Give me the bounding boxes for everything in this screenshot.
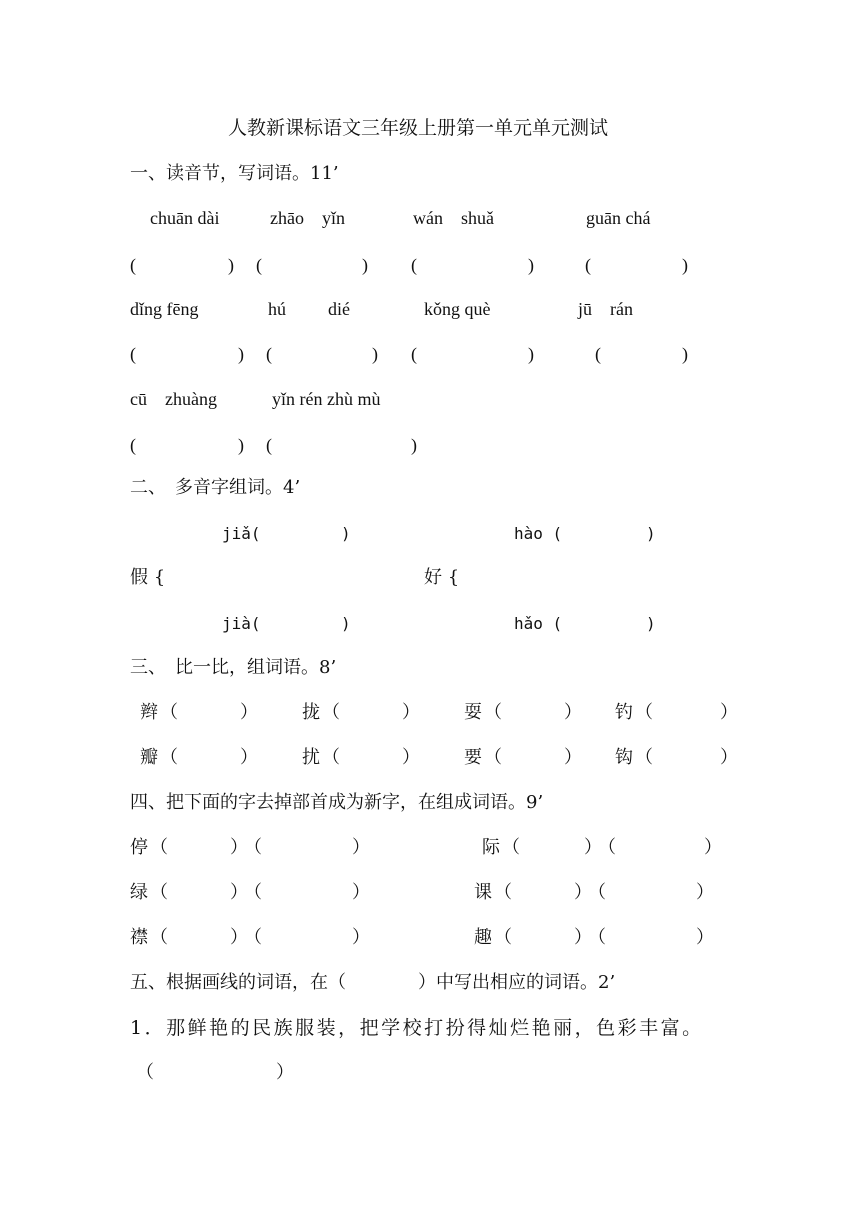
answer-paren-close: ） (574, 927, 592, 948)
answer-paren-close: ) (238, 435, 244, 455)
pinyin-item: dǐng fēng (130, 299, 199, 319)
section-3-heading: 三、 比一比，组词语。8’ (130, 657, 337, 678)
answer-paren-close: ) (228, 255, 234, 275)
answer-paren-open: （ (322, 702, 340, 723)
answer-paren-open: ( (411, 344, 417, 364)
pinyin-item: zhāo yǐn (270, 208, 345, 228)
answer-paren-close: ） (696, 882, 714, 903)
answer-paren-open: （ (322, 747, 340, 768)
answer-paren-close: ） (240, 747, 258, 768)
polyphone-reading: jià( (222, 614, 261, 633)
polyphone-char: 假 { (130, 567, 166, 588)
answer-paren-close: ) (646, 614, 656, 633)
radical-char: 课 (474, 882, 492, 903)
answer-paren-open: （ (484, 702, 502, 723)
pinyin-item: wán shuǎ (413, 208, 494, 228)
answer-paren-close: ） (230, 837, 248, 858)
answer-paren-open: ( (595, 344, 601, 364)
page-title: 人教新课标语文三年级上册第一单元单元测试 (228, 117, 609, 139)
compare-char: 拢 (302, 702, 320, 723)
compare-char: 扰 (302, 747, 320, 768)
answer-paren-close: ） (720, 702, 738, 723)
answer-paren-open: （ (588, 882, 606, 903)
answer-paren-close: ) (646, 524, 656, 543)
compare-char: 钩 (615, 747, 633, 768)
pinyin-item: dié (328, 299, 350, 319)
answer-paren-close: ） (352, 837, 370, 858)
answer-paren-close: ) (682, 255, 688, 275)
answer-paren-open: ( (130, 255, 136, 275)
pinyin-item: yǐn rén zhù mù (272, 389, 381, 409)
answer-paren-open: （ (244, 837, 262, 858)
radical-char: 绿 (130, 882, 148, 903)
pinyin-item: jū rán (578, 299, 633, 319)
answer-paren-open: ( (130, 344, 136, 364)
answer-paren-open: （ (635, 702, 653, 723)
answer-paren-open: （ (150, 882, 168, 903)
answer-paren-close: ） (720, 747, 738, 768)
polyphone-reading: jiǎ( (222, 524, 261, 543)
answer-paren-close: ) (528, 255, 534, 275)
answer-paren-close: ） (696, 927, 714, 948)
compare-char: 耍 (464, 702, 482, 723)
answer-paren-open: （ (598, 837, 616, 858)
answer-paren-close: ) (528, 344, 534, 364)
answer-paren-open: （ (150, 927, 168, 948)
answer-paren-close: ） (564, 747, 582, 768)
compare-char: 辫 (140, 702, 158, 723)
answer-paren-open: （ (494, 882, 512, 903)
answer-paren-open: （ (160, 702, 178, 723)
answer-paren-close: ） (352, 882, 370, 903)
polyphone-reading: hào ( (514, 524, 563, 543)
question-1: 1．那鲜艳的民族服装，把学校打扮得灿烂艳丽，色彩丰富。 (130, 1017, 704, 1039)
radical-char: 襟 (130, 927, 148, 948)
section-1-heading: 一、读音节，写词语。11’ (130, 163, 339, 184)
answer-paren-open: ( (266, 435, 272, 455)
answer-paren-close: ） (564, 702, 582, 723)
answer-paren-close: ） (402, 702, 420, 723)
answer-paren-open: （ (160, 747, 178, 768)
answer-paren-close: ） (276, 1062, 294, 1083)
pinyin-item: kǒng què (424, 299, 491, 319)
answer-paren-close: ） (584, 837, 602, 858)
answer-paren-open: ( (585, 255, 591, 275)
answer-paren-close: ) (682, 344, 688, 364)
answer-paren-close: ) (341, 524, 351, 543)
answer-paren-open: （ (136, 1062, 154, 1083)
answer-paren-open: （ (484, 747, 502, 768)
answer-paren-open: ( (411, 255, 417, 275)
answer-paren-close: ） (704, 837, 722, 858)
polyphone-char: 好 { (424, 567, 460, 588)
section-4-heading: 四、把下面的字去掉部首成为新字，在组成词语。9’ (130, 792, 544, 813)
compare-char: 瓣 (140, 747, 158, 768)
answer-paren-open: （ (494, 927, 512, 948)
answer-paren-close: ） (230, 927, 248, 948)
answer-paren-open: （ (635, 747, 653, 768)
answer-paren-close: ） (230, 882, 248, 903)
pinyin-item: guān chá (586, 208, 651, 228)
answer-paren-close: ） (574, 882, 592, 903)
radical-char: 停 (130, 837, 148, 858)
answer-paren-open: （ (588, 927, 606, 948)
answer-paren-close: ） (240, 702, 258, 723)
answer-paren-close: ) (238, 344, 244, 364)
answer-paren-close: ） (402, 747, 420, 768)
answer-paren-open: （ (502, 837, 520, 858)
answer-paren-open: ( (266, 344, 272, 364)
answer-paren-open: （ (244, 927, 262, 948)
answer-paren-close: ） (352, 927, 370, 948)
answer-paren-close: ) (372, 344, 378, 364)
radical-char: 际 (482, 837, 500, 858)
answer-paren-open: （ (244, 882, 262, 903)
answer-paren-open: ( (256, 255, 262, 275)
answer-paren-close: ) (411, 435, 417, 455)
radical-char: 趣 (474, 927, 492, 948)
answer-paren-open: （ (150, 837, 168, 858)
section-2-heading: 二、 多音字组词。4’ (130, 477, 301, 498)
compare-char: 钓 (615, 702, 633, 723)
answer-paren-close: ) (341, 614, 351, 633)
pinyin-item: chuān dài (150, 208, 220, 228)
answer-paren-open: ( (130, 435, 136, 455)
pinyin-item: cū zhuàng (130, 389, 217, 409)
section-5-heading: 五、根据画线的词语，在（ ）中写出相应的词语。2’ (130, 972, 616, 993)
compare-char: 要 (464, 747, 482, 768)
pinyin-item: hú (268, 299, 286, 319)
polyphone-reading: hǎo ( (514, 614, 563, 633)
answer-paren-close: ) (362, 255, 368, 275)
